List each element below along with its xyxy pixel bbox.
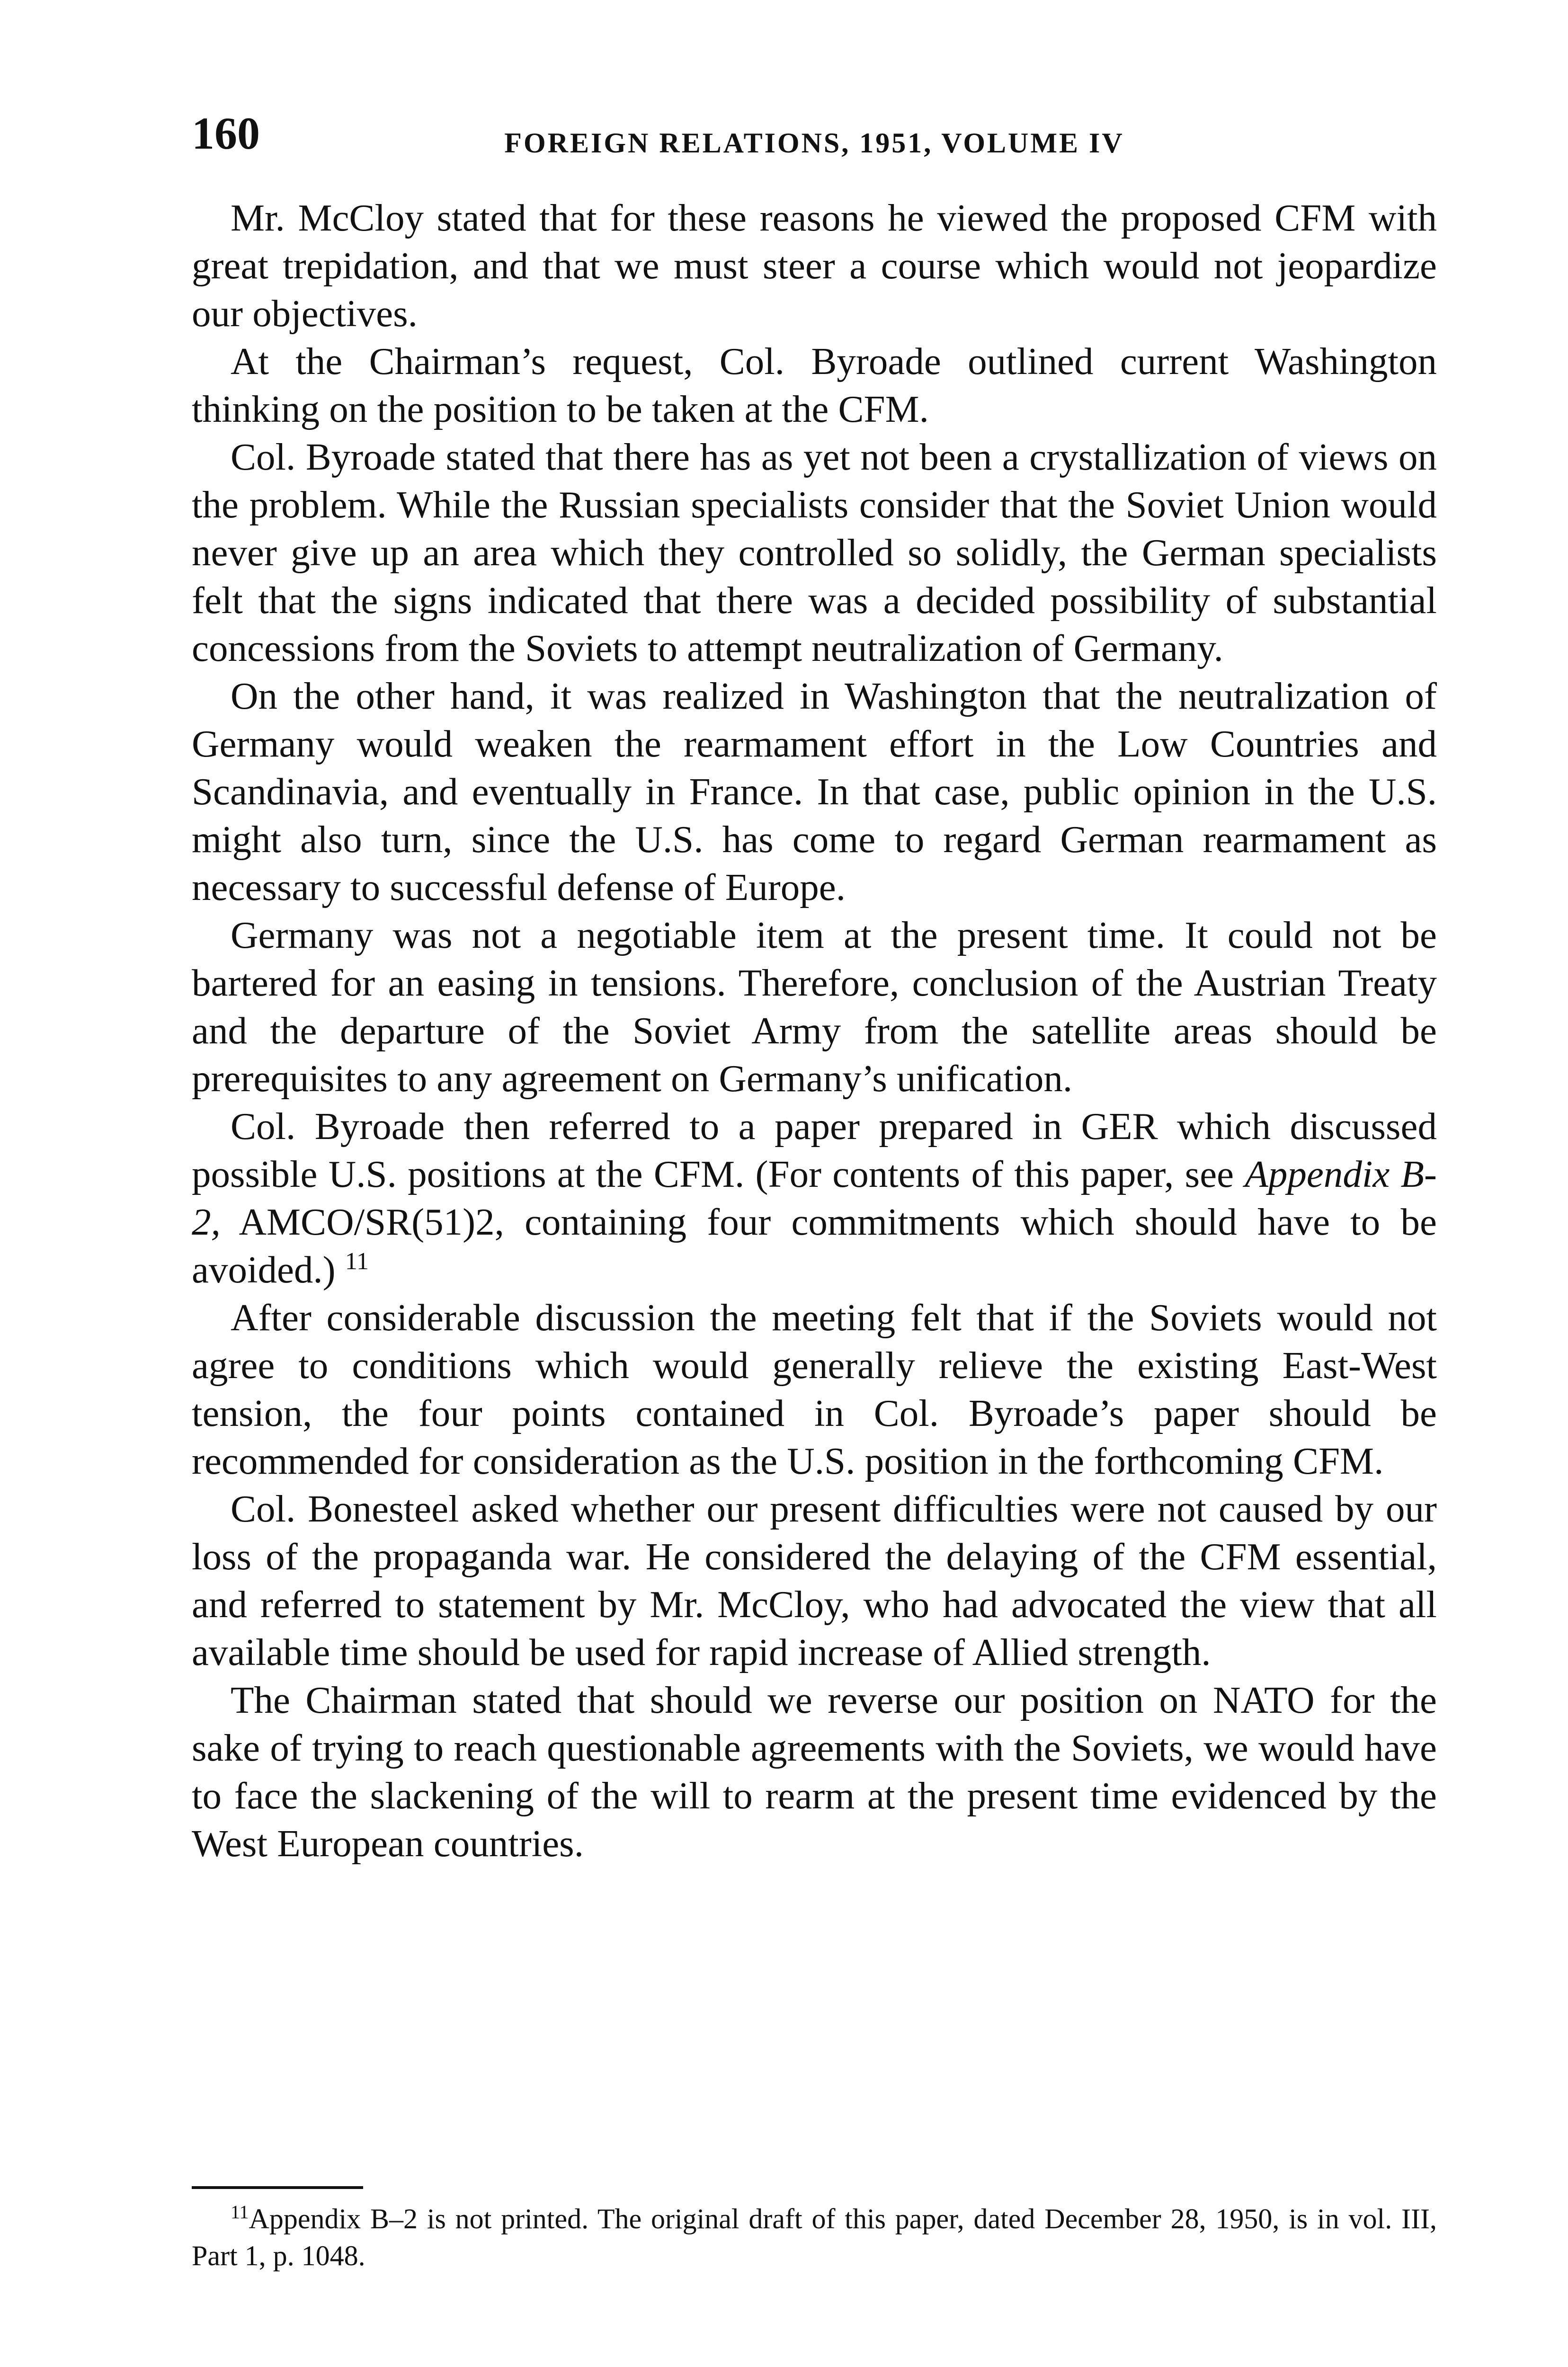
body-text xyxy=(192,194,1437,1868)
paragraph-6-text-b: AMCO/SR(51)2, containing four commitments which should have to be avoided.) xyxy=(192,1201,1437,1291)
paragraph-6-text-a: Col. Byroade then referred to a paper prepared in GER which discussed possible U.S. positions at the CFM. (For contents of this paper, see xyxy=(192,1105,1437,1195)
paragraph-3: Col. Byroade stated that there has as yet not been a crystallization of views on the problem. While the Russian specialists consider that the Soviet Union would never give up an area which they controlled so solidly, the German specialists felt that the signs indicated that there was a decided possibility of substantial concessions from the Soviets to attempt neutralization of Germany. xyxy=(192,436,1437,669)
footnote xyxy=(192,2200,1437,2274)
footnote-reference: 11 xyxy=(345,1248,369,1275)
footnote-divider xyxy=(192,2186,363,2189)
paragraph-5: Germany was not a negotiable item at the present time. It could not be bartered for an easing in tensions. Therefore, conclusion of the Austrian Treaty and the departure of the Soviet Army from the satellite areas should be prerequisites to any agreement on Germany’s unification. xyxy=(192,914,1437,1100)
paragraph-6 xyxy=(192,1103,1437,1294)
paragraph-8: Col. Bonesteel asked whether our present difficulties were not caused by our loss of the propaganda war. He considered the delaying of the CFM essential, and referred to statement by Mr. McCloy, who had advocated the view that all available time should be used for rapid increase of Allied strength. xyxy=(192,1487,1437,1673)
paragraph-1: Mr. McCloy stated that for these reasons he viewed the proposed CFM with great trepidation, and that we must steer a course which would not jeopardize our objectives. xyxy=(192,196,1437,335)
page-number: 160 xyxy=(192,108,260,159)
page-header xyxy=(192,105,1437,162)
paragraph-7: After considerable discussion the meeting felt that if the Soviets would not agree to conditions which would generally relieve the existing East-West tension, the four points contained in Col. Byroade’s paper should be recommended for consideration as the U.S. position in the forthcoming CFM. xyxy=(192,1296,1437,1482)
appendix-reference: Appendix B-2, xyxy=(192,1153,1437,1243)
paragraph-2: At the Chairman’s request, Col. Byroade outlined current Washington thinking on the position to be taken at the CFM. xyxy=(192,340,1437,430)
running-head: FOREIGN RELATIONS, 1951, VOLUME IV xyxy=(504,127,1124,159)
paragraph-9: The Chairman stated that should we reverse our position on NATO for the sake of trying to reach questionable agreements with the Soviets, we would have to face the slackening of the will to rearm at the present time evidenced by the West European countries. xyxy=(192,1679,1437,1865)
footnote-marker: 11 xyxy=(231,2201,249,2223)
footnote-text: Appendix B–2 is not printed. The original draft of this paper, dated December 28, 1950, is in vol. III, Part 1, p. 1048. xyxy=(192,2203,1437,2271)
paragraph-4: On the other hand, it was realized in Washington that the neutralization of Germany would weaken the rearmament effort in the Low Countries and Scandinavia, and eventually in France. In that case, public opinion in the U.S. might also turn, since the U.S. has come to regard German rearmament as necessary to successful defense of Europe. xyxy=(192,675,1437,908)
